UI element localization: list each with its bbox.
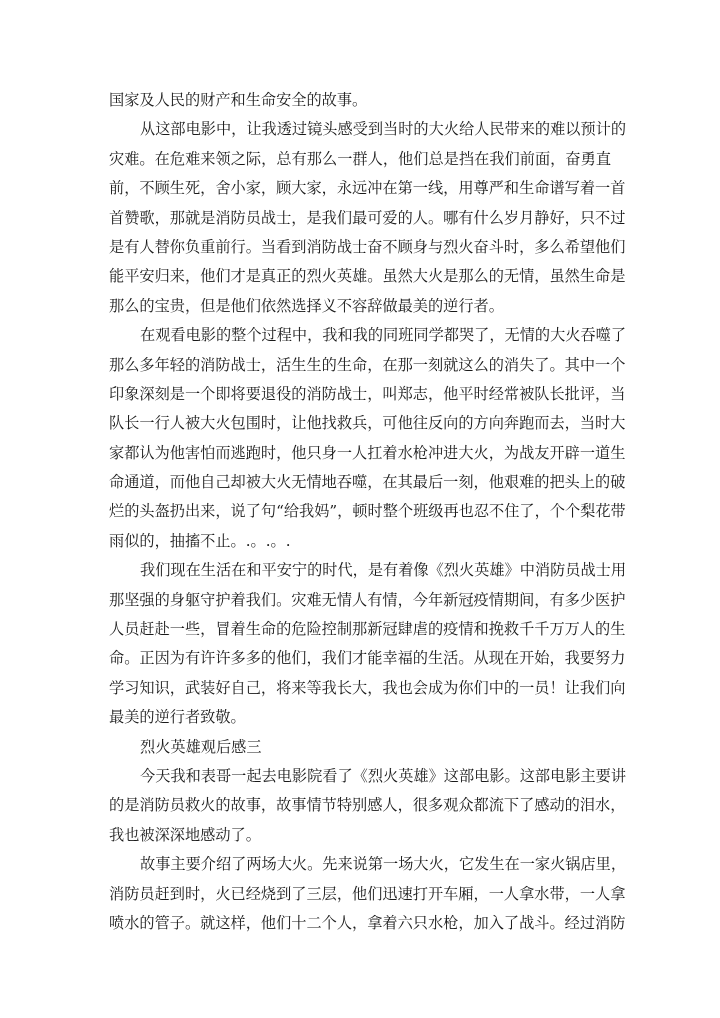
text-line: 今天我和表哥一起去电影院看了《烈火英雄》这部电影。这部电影主要讲 [140, 766, 626, 785]
text-line: 灾难。在危难来领之际，总有那么一群人，他们总是挡在我们前面，奋勇直 [109, 149, 611, 168]
text-line: 从这部电影中，让我透过镜头感受到当时的大火给人民带来的难以预计的 [140, 120, 626, 139]
text-line: 那么的宝贵，但是他们依然选择义不容辞做最美的逆行者。 [109, 296, 504, 315]
section-heading: 烈火英雄观后感三 [140, 737, 262, 756]
text-line: 那么多年轻的消防战士，活生生的生命，在那一刻就这么的消失了。其中一个 [109, 355, 626, 374]
text-line: 人员赶赴一些，冒着生命的危险控制那新冠肆虐的疫情和挽救千千万万人的生 [109, 620, 626, 639]
text-line: 学习知识，武装好自己，将来等我长大，我也会成为你们中的一员！让我们向 [109, 678, 626, 697]
text-line: 命通道，而他自己却被大火无情地吞噬，在其最后一刻，他艰难的把头上的破 [109, 473, 626, 492]
text-line: 故事主要介绍了两场大火。先来说第一场大火，它发生在一家火锅店里， [140, 855, 626, 874]
text-line: 印象深刻是一个即将要退役的消防战士，叫郑志，他平时经常被队长批评，当 [109, 384, 626, 403]
text-line: 我们现在生活在和平安宁的时代，是有着像《烈火英雄》中消防员战士用 [140, 561, 626, 580]
text-line: 国家及人民的财产和生命安全的故事。 [109, 91, 368, 109]
text-line: 首赞歌，那就是消防员战士，是我们最可爱的人。哪有什么岁月静好，只不过 [109, 208, 626, 227]
document-page [109, 86, 626, 938]
text-line: 前，不顾生死，舍小家，顾大家，永远冲在第一线，用尊严和生命谱写着一首 [109, 179, 626, 198]
text-line: 烂的头盔扔出来，说了句“给我妈”，顿时整个班级再也忍不住了，个个梨花带 [109, 502, 626, 521]
text-line: 雨似的，抽搐不止。.。.。. [109, 531, 291, 550]
text-line: 那坚强的身躯守护着我们。灾难无情人有情，今年新冠疫情期间，有多少医护 [109, 590, 626, 609]
text-line: 最美的逆行者致敬。 [109, 708, 246, 727]
text-line: 家都认为他害怕而逃跑时，他只身一人扛着水枪冲进大火，为战友开辟一道生 [109, 443, 626, 462]
text-line: 命。正因为有许许多多的他们，我们才能幸福的生活。从现在开始，我要努力 [109, 649, 626, 668]
text-line: 消防员赶到时，火已经烧到了三层，他们迅速打开车厢，一人拿水带，一人拿 [109, 884, 626, 903]
text-line: 我也被深深地感动了。 [109, 825, 261, 844]
text-line: 喷水的管子。就这样，他们十二个人，拿着六只水枪，加入了战斗。经过消防 [109, 913, 626, 932]
text-line: 的是消防员救火的故事，故事情节特别感人，很多观众都流下了感动的泪水， [109, 796, 626, 815]
text-line: 是有人替你负重前行。当看到消防战士奋不顾身与烈火奋斗时，多么希望他们 [109, 237, 626, 256]
text-line: 队长一行人被大火包围时，让他找救兵，可他往反向的方向奔跑而去，当时大 [109, 414, 626, 433]
text-line: 能平安归来，他们才是真正的烈火英雄。虽然大火是那么的无情，虽然生命是 [109, 267, 626, 286]
text-line: 在观看电影的整个过程中，我和我的同班同学都哭了，无情的大火吞噬了 [140, 326, 626, 345]
